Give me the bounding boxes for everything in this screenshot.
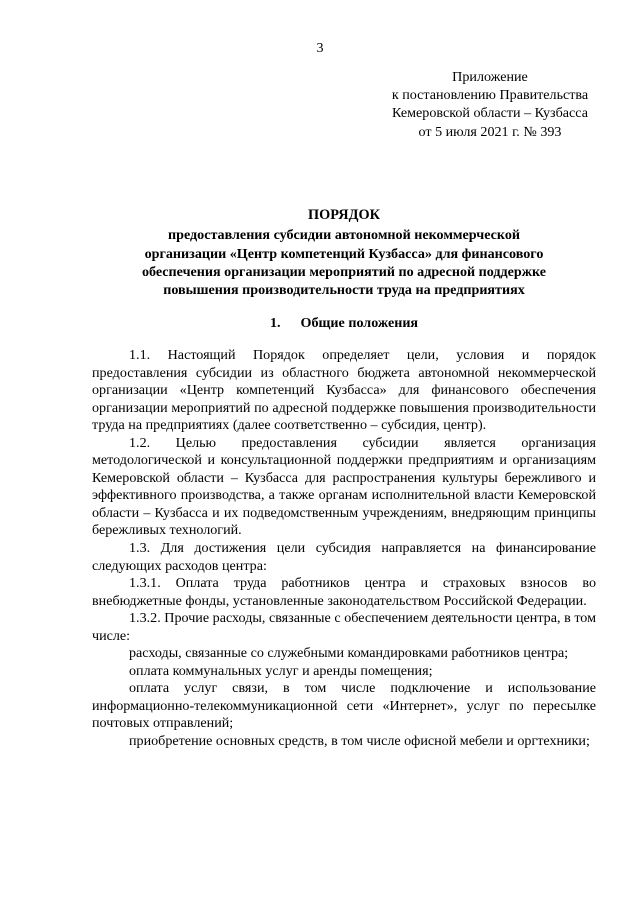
paragraph-1-1: 1.1. Настоящий Порядок определяет цели, условия и порядок предоставления субсидии из областного бюджета автономной некоммерческой организации «Центр компетенций Кузбасса» для финансового обеспечения организации мероприятий по адресной поддержке повышения производительности труда на предприятиях (далее соответственно – субсидия, центр).: [92, 347, 596, 434]
paragraph-1-3-2: 1.3.2. Прочие расходы, связанные с обеспечением деятельности центра, в том числе:: [92, 610, 596, 644]
document-title: [92, 206, 596, 299]
title-line: повышения производительности труда на предприятиях: [163, 282, 525, 299]
paragraph-1-3: 1.3. Для достижения цели субсидия направляется на финансирование следующих расходов центра:: [92, 540, 596, 574]
list-item: оплата услуг связи, в том числе подключение и использование информационно-телекоммуникационной сети «Интернет», услуг по пересылке почтовых отправлений;: [92, 680, 596, 732]
paragraph-1-2: 1.2. Целью предоставления субсидии является организация методологической и консультационной поддержки предприятиям и организациям Кемеровской области – Кузбасса для распространения культуры бережливого и эффективного производства, а также органам исполнительной власти Кемеровской области – Кузбасса и их подведомственным учреждениям, внедряющим принципы бережливых технологий.: [92, 434, 596, 539]
title-line: обеспечения организации мероприятий по адресной поддержке: [141, 263, 547, 280]
page-number: 3: [316, 40, 324, 56]
section-heading: [92, 315, 596, 332]
appendix-line: к постановлению Правительства: [391, 87, 589, 104]
document-body: [92, 347, 596, 751]
appendix-line: Приложение: [452, 69, 528, 85]
appendix-line: от 5 июля 2021 г. № 393: [418, 123, 562, 140]
appendix-header: [375, 68, 605, 141]
list-item: приобретение основных средств, в том числе офисной мебели и оргтехники;: [129, 733, 590, 750]
title-main: ПОРЯДОК: [308, 207, 380, 223]
section-number: 1.: [269, 315, 281, 331]
appendix-line: Кемеровской области – Кузбасса: [392, 105, 588, 122]
title-line: организации «Центр компетенций Кузбасса» для финансового: [144, 245, 544, 262]
list-item: оплата коммунальных услуг и аренды помещения;: [129, 662, 433, 679]
title-line: предоставления субсидии автономной некоммерческой: [168, 227, 520, 244]
paragraph-1-3-1: 1.3.1. Оплата труда работников центра и страховых взносов во внебюджетные фонды, установленные законодательством Российской Федерации.: [92, 575, 596, 609]
list-item: расходы, связанные со служебными командировками работников центра;: [129, 645, 569, 662]
section-title: Общие положения: [300, 315, 419, 331]
